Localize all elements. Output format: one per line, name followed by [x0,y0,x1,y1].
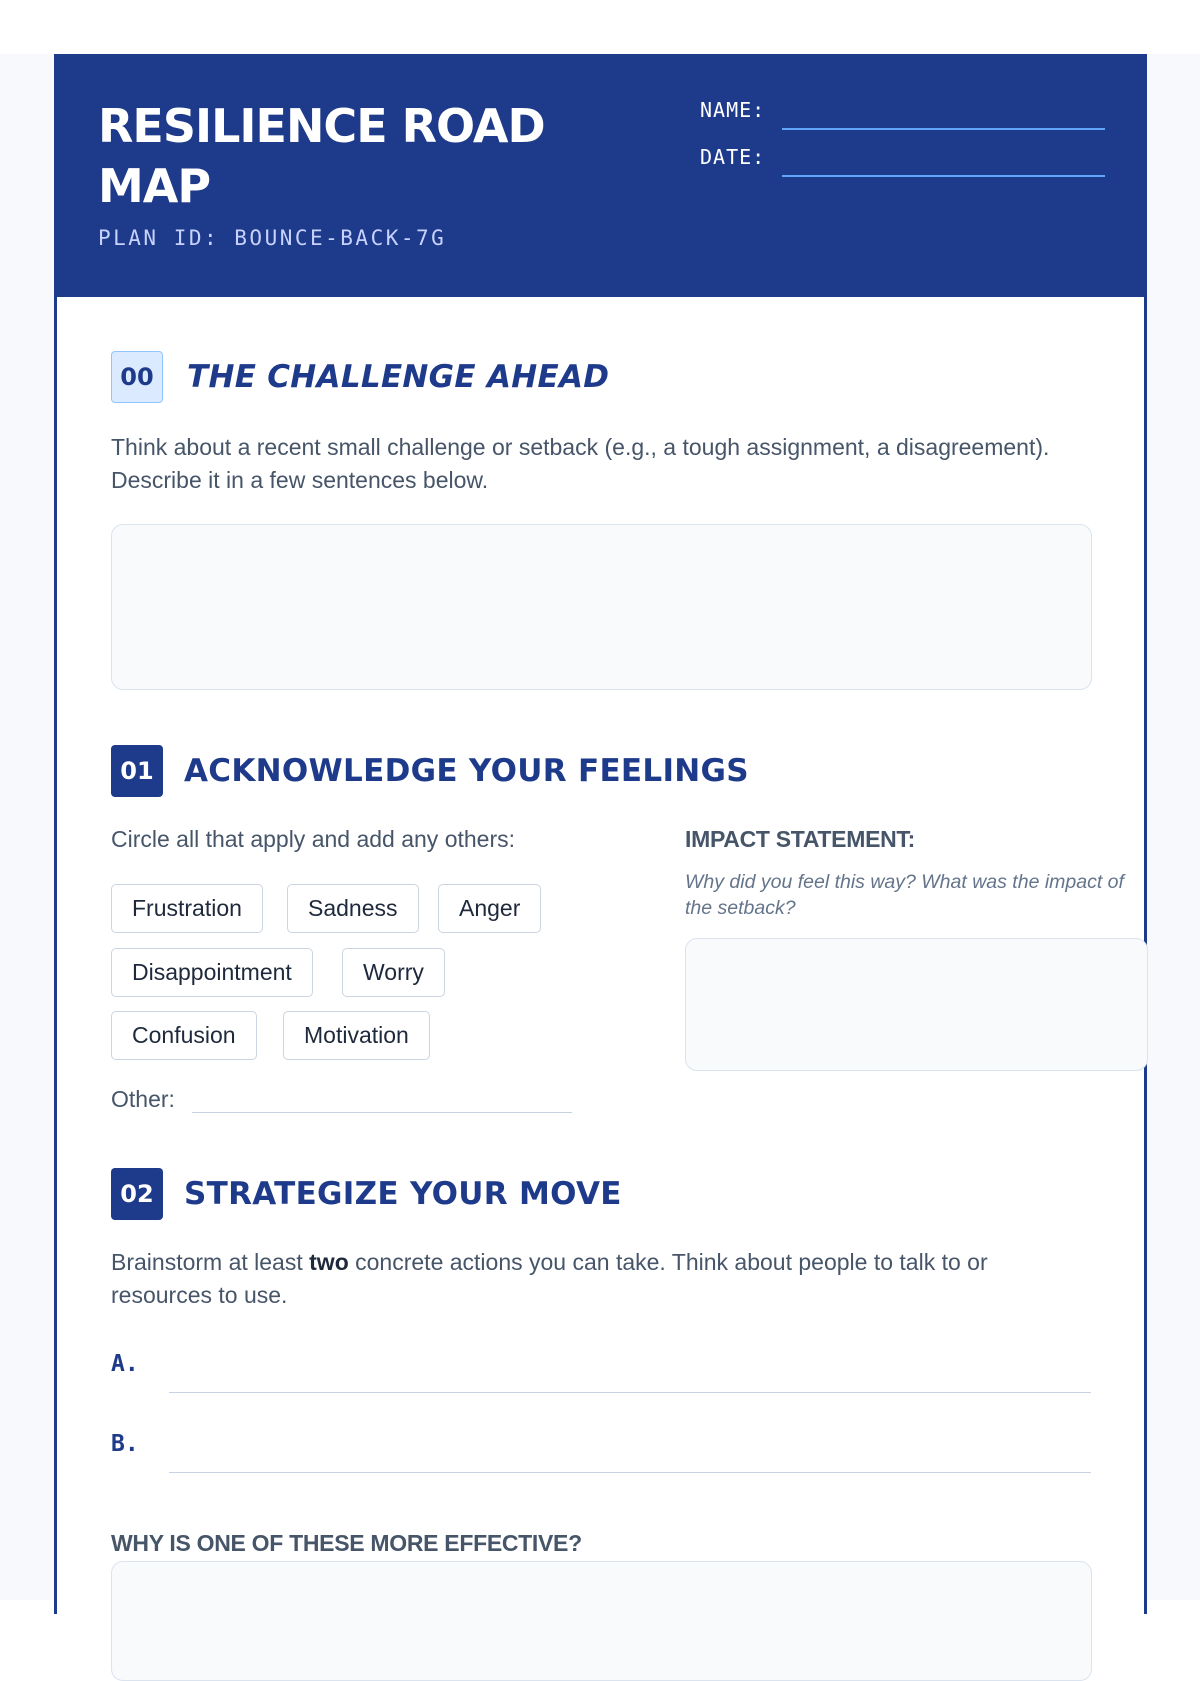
worksheet-header [54,54,1147,297]
name-row [700,98,1105,134]
action-b-label: B. [111,1431,139,1457]
impact-statement-label: IMPACT STATEMENT: [685,826,915,852]
plan-id: PLAN ID: BOUNCE-BACK-7G [98,226,447,250]
name-label: NAME: [700,98,766,122]
worksheet-title: RESILIENCE ROAD MAP [98,99,545,213]
date-row [700,145,1105,181]
section-title: THE CHALLENGE AHEAD [187,359,610,395]
other-field[interactable] [192,1112,572,1113]
challenge-answer-box[interactable] [111,524,1092,690]
strategy-instructions [111,1246,1091,1312]
impact-answer-box[interactable] [685,938,1148,1071]
feeling-chip[interactable]: Frustration [111,884,263,933]
feeling-chip[interactable]: Sadness [287,884,419,933]
section-number-badge: 01 [111,745,163,797]
challenge-instructions: Think about a recent small challenge or setback (e.g., a tough assignment, a disagreement). Describe it in a few sentences below. [111,434,1050,493]
instructions-text: concrete actions you can take. Think about people to talk to or resources to use. [111,1249,988,1308]
instructions-text: Brainstorm at least [111,1249,310,1275]
worksheet [54,54,1147,1614]
section-title: STRATEGIZE YOUR MOVE [184,1176,622,1212]
feeling-chip[interactable]: Motivation [283,1011,430,1060]
name-field[interactable] [782,128,1105,130]
date-label: DATE: [700,145,766,169]
feeling-chip[interactable]: Disappointment [111,948,313,997]
instructions-emphasis: two [309,1249,349,1275]
why-effective-label: WHY IS ONE OF THESE MORE EFFECTIVE? [111,1530,582,1556]
impact-hint: Why did you feel this way? What was the impact of the setback? [685,871,1124,919]
other-label: Other: [111,1086,175,1112]
section-number-badge: 00 [111,351,163,403]
action-a-label: A. [111,1351,139,1377]
section-title: ACKNOWLEDGE YOUR FEELINGS [184,753,749,789]
section-number-badge: 02 [111,1168,163,1220]
action-b-field[interactable] [169,1472,1091,1473]
action-a-field[interactable] [169,1392,1091,1393]
why-effective-answer-box[interactable] [111,1561,1092,1681]
date-field[interactable] [782,175,1105,177]
feeling-chip[interactable]: Worry [342,948,445,997]
feelings-instructions: Circle all that apply and add any others: [111,826,516,852]
feeling-chip[interactable]: Anger [438,884,541,933]
feeling-chip[interactable]: Confusion [111,1011,257,1060]
